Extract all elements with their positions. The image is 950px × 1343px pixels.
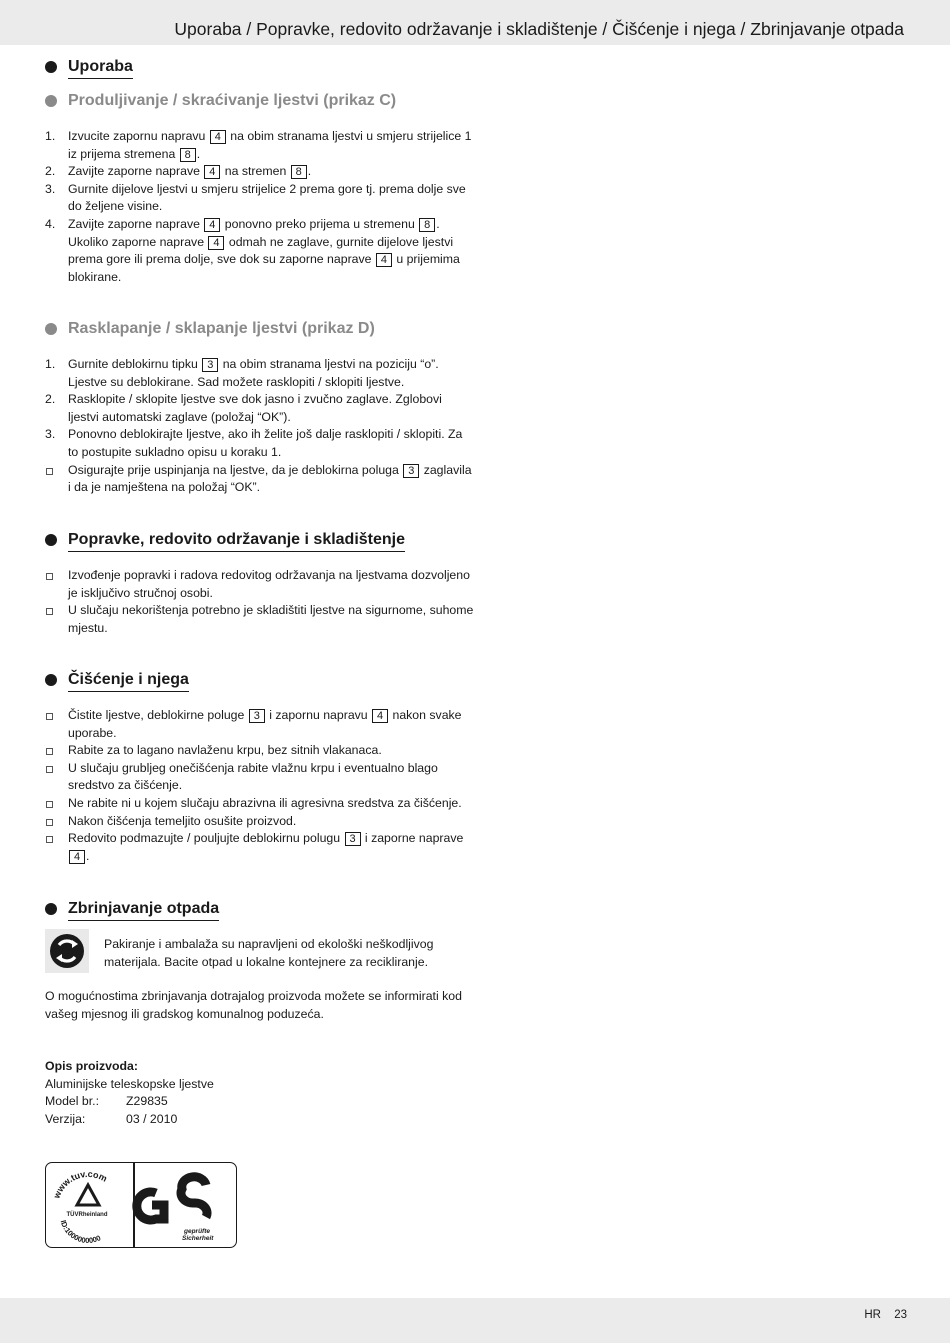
list-item [45, 181, 475, 216]
tuv-gs-logo-svg [46, 1163, 236, 1247]
page-number: 23 [894, 1309, 907, 1321]
list-item [45, 760, 475, 795]
checkbox-bullet-icon [46, 836, 53, 843]
list-item [45, 163, 475, 181]
checkbox-bullet-icon [46, 819, 53, 826]
bullet-dot [45, 674, 57, 686]
list-item [45, 707, 475, 742]
part-reference-number: 4 [208, 236, 224, 250]
logo-divider [133, 1163, 135, 1247]
list-text: na obim stranama ljestvi u smjeru strijelice 1 iz prijema stremena [68, 129, 472, 161]
list-item [45, 462, 475, 497]
list-number: 1. [45, 129, 56, 143]
list-text: . [196, 146, 201, 161]
product-version-row [45, 1111, 214, 1129]
footer-text [864, 1309, 907, 1321]
svg-text:ID:1000000000 [59, 1219, 102, 1245]
list-item [45, 128, 475, 163]
page-footer [0, 1298, 950, 1343]
part-reference-number: 3 [403, 464, 419, 478]
list-text: Rasklopite / sklopite ljestve sve dok jasno i zvučno zaglave. Zglobovi ljestvi automatski zaglave (položaj “OK”). [68, 392, 442, 424]
list-text: na stremen [221, 164, 290, 179]
part-reference-number: 8 [419, 218, 435, 232]
list-text: i zapornu napravu [265, 708, 372, 722]
list-text: Izvođenje popravki i radova redovitog održavanja na ljestvama dozvoljeno je isključivo stručnoj osobi. [68, 568, 470, 600]
part-reference-number: 8 [180, 148, 196, 162]
version-value: 03 / 2010 [126, 1111, 178, 1126]
part-reference-number: 3 [345, 832, 361, 846]
list-text: odmah ne zaglave, gurnite dijelove ljestvi prema gore ili prema dolje, sve dok su zaporne naprave [68, 234, 454, 267]
product-model-row [45, 1093, 214, 1111]
bullet-dot [45, 323, 57, 335]
gs-line1-text: geprüfte [184, 1228, 210, 1235]
heading-label: Produljivanje / skraćivanje ljestvi (prikaz C) [68, 92, 397, 109]
list-item [45, 426, 475, 461]
list-number: 1. [45, 357, 56, 371]
page-header [0, 0, 950, 45]
list-text: Zavijte zaporne naprave [68, 164, 204, 179]
list-text: U slučaju nekorištenja potrebno je skladištiti ljestve na sigurnome, suhome mjestu. [68, 603, 474, 635]
bullet-dot [45, 61, 57, 73]
list-text: Zavijte zaporne naprave [68, 216, 204, 231]
list-item [45, 742, 475, 760]
list-text: Ne rabite ni u kojem slučaju abrazivna ili agresivna sredstva za čišćenje. [68, 795, 462, 810]
checkbox-bullet-icon [46, 801, 53, 808]
part-reference-number: 3 [249, 709, 265, 723]
recycle-text: Pakiranje i ambalaža su napravljeni od ekološki neškodljivog materijala. Bacite otpad u lokalne kontejnere za recikliranje. [104, 937, 434, 969]
checkbox-bullet-icon [46, 573, 53, 580]
list-text: Ponovno deblokirajte ljestve, ako ih želite još dalje rasklopiti / sklopiti. Za to postupite sukladno opisu u koraku 1. [68, 427, 463, 459]
list-text: Osigurajte prije uspinjanja na ljestve, da je deblokirna poluga [68, 462, 403, 477]
list-text: Nakon čišćenja temeljito osušite proizvod. [68, 813, 297, 828]
disposal-paragraph: O mogućnostima zbrinjavanja dotrajalog proizvoda možete se informirati kod vašeg mjesnog ili gradskog komunalnog poduzeća. [45, 989, 462, 1021]
model-value: Z29835 [126, 1094, 168, 1109]
svg-text:www.tuv.com [51, 1169, 109, 1201]
checkbox-bullet-icon [46, 713, 53, 720]
model-label: Model br.: [45, 1094, 99, 1109]
version-label: Verzija: [45, 1111, 86, 1126]
gs-line2-text: Sicherheit [182, 1235, 214, 1242]
list-item [45, 813, 475, 831]
list-text: Izvucite zapornu napravu [68, 129, 209, 143]
bullet-dot [45, 95, 57, 107]
list-number: 4. [45, 216, 56, 231]
list-text: u prijemima blokirane. [68, 252, 460, 284]
list-text: U slučaju grubljeg onečišćenja rabite vlažnu krpu i eventualno blago sredstvo za čišćenje. [68, 760, 438, 793]
heading-label: Uporaba [68, 58, 133, 79]
list-popravke [45, 567, 475, 637]
list-number: 2. [45, 392, 56, 407]
bullet-dot [45, 534, 57, 546]
product-name: Aluminijske teleskopske ljestve [45, 1076, 214, 1091]
certification-logos [45, 1162, 237, 1248]
part-reference-number: 4 [69, 850, 85, 864]
part-reference-number: 4 [204, 165, 220, 179]
tuv-id-text: ID:1000000000 [58, 1219, 103, 1246]
list-ciscenje [45, 707, 475, 865]
list-text: Čistite ljestve, deblokirne poluge [68, 708, 248, 722]
part-reference-number: 8 [291, 165, 307, 179]
part-reference-number: 3 [202, 358, 218, 372]
part-reference-number: 4 [372, 709, 388, 723]
list-item [45, 830, 475, 865]
list-item [45, 356, 475, 391]
product-description [45, 1058, 214, 1128]
list-text: Gurnite deblokirnu tipku [68, 357, 202, 371]
list-text: . Ukoliko zaporne naprave [68, 216, 440, 249]
list-text: na obim stranama ljestvi na poziciju “o”. Ljestve su deblokirane. Sad možete rasklopiti / sklopiti ljestve. [68, 357, 439, 389]
part-reference-number: 4 [210, 130, 226, 144]
list-item [45, 391, 475, 426]
list-item [45, 567, 475, 602]
heading-label: Rasklapanje / sklapanje ljestvi (prikaz D) [68, 320, 375, 337]
list-text: nakon svake uporabe. [68, 708, 462, 740]
bullet-dot [45, 903, 57, 915]
checkbox-bullet-icon [46, 748, 53, 755]
list-text: Gurnite dijelove ljestvi u smjeru strijelice 2 prema gore tj. prema dolje sve do željene visine. [68, 181, 466, 214]
list-item [45, 216, 475, 286]
list-text: Rabite za to lagano navlaženu krpu, bez sitnih vlakanaca. [68, 743, 382, 758]
list-item [45, 795, 475, 813]
list-text: ponovno preko prijema u stremenu [221, 216, 419, 231]
heading-label: Zbrinjavanje otpada [68, 900, 219, 921]
list-item [45, 602, 475, 637]
tuv-url-text: www.tuv.com [51, 1168, 109, 1200]
list-produljivanje [45, 128, 475, 286]
heading-label: Popravke, redovito održavanje i skladištenje [68, 531, 405, 552]
list-number: 3. [45, 427, 56, 442]
checkbox-bullet-icon [46, 608, 53, 615]
header-title: Uporaba / Popravke, redovito održavanje i skladištenje / Čišćenje i njega / Zbrinjavanje otpada [174, 19, 904, 39]
list-rasklapanje [45, 356, 475, 497]
list-text: i zaporne naprave [361, 831, 464, 846]
list-text: . [307, 164, 312, 179]
part-reference-number: 4 [376, 253, 392, 267]
heading-label: Čišćenje i njega [68, 671, 189, 692]
list-text: . [86, 848, 90, 863]
list-text: Redovito podmazujte / pouljujte deblokirnu polugu [68, 831, 344, 846]
tuv-brand-text: TÜVRheinland [66, 1212, 108, 1218]
list-number: 3. [45, 181, 56, 196]
part-reference-number: 4 [204, 218, 220, 232]
product-heading: Opis proizvoda: [45, 1059, 138, 1073]
checkbox-bullet-icon [46, 766, 53, 773]
checkbox-bullet-icon [46, 468, 53, 475]
list-number: 2. [45, 164, 56, 179]
footer-lang: HR [864, 1309, 881, 1321]
list-text: zaglavila i da je namještena na položaj “OK”. [68, 462, 472, 495]
recycle-icon [45, 929, 89, 973]
